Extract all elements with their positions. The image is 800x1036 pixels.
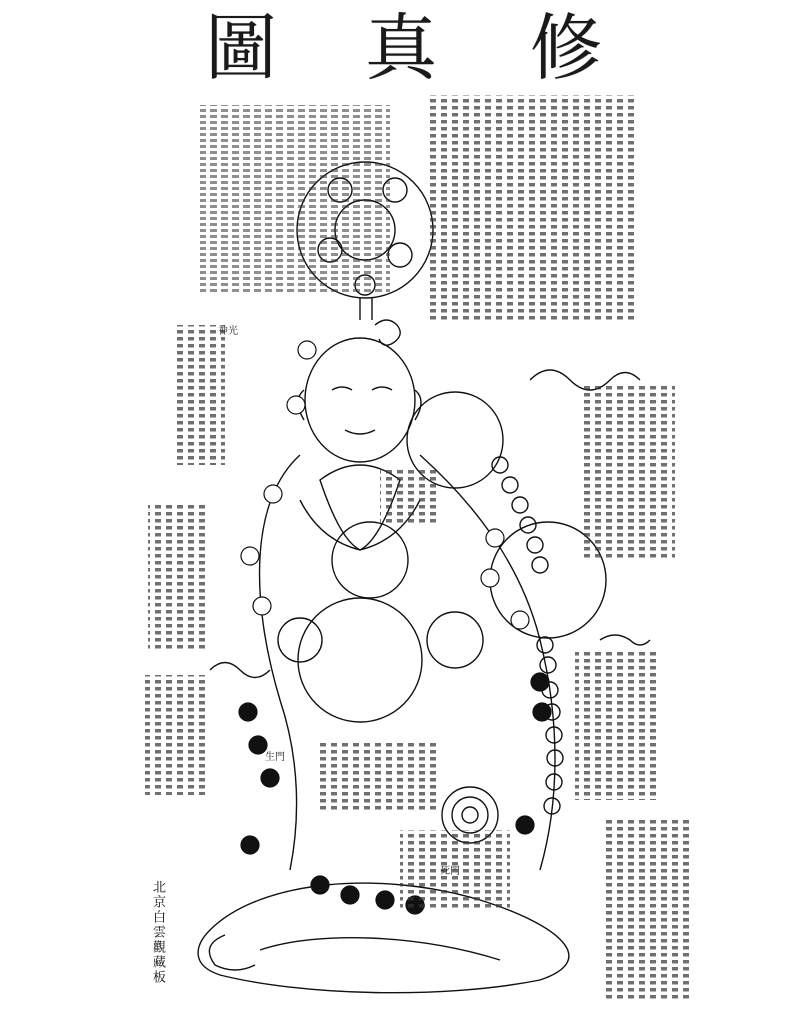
body-right-outline [420,455,555,870]
publisher-seal: 北京白雲觀藏板 [150,880,165,985]
title-glyph-2: 真 [365,6,438,90]
title-glyph-1: 圖 [205,6,278,90]
abdomen-circle [298,598,422,722]
label-shen-guang: 神光 [218,326,238,337]
body-left-outline [260,455,300,870]
title-glyph-3: 修 [530,6,603,90]
head-outline [305,338,415,462]
label-sheng-men: 生門 [265,752,285,763]
label-si-men: 死門 [440,866,460,877]
heart-circle [332,522,408,598]
